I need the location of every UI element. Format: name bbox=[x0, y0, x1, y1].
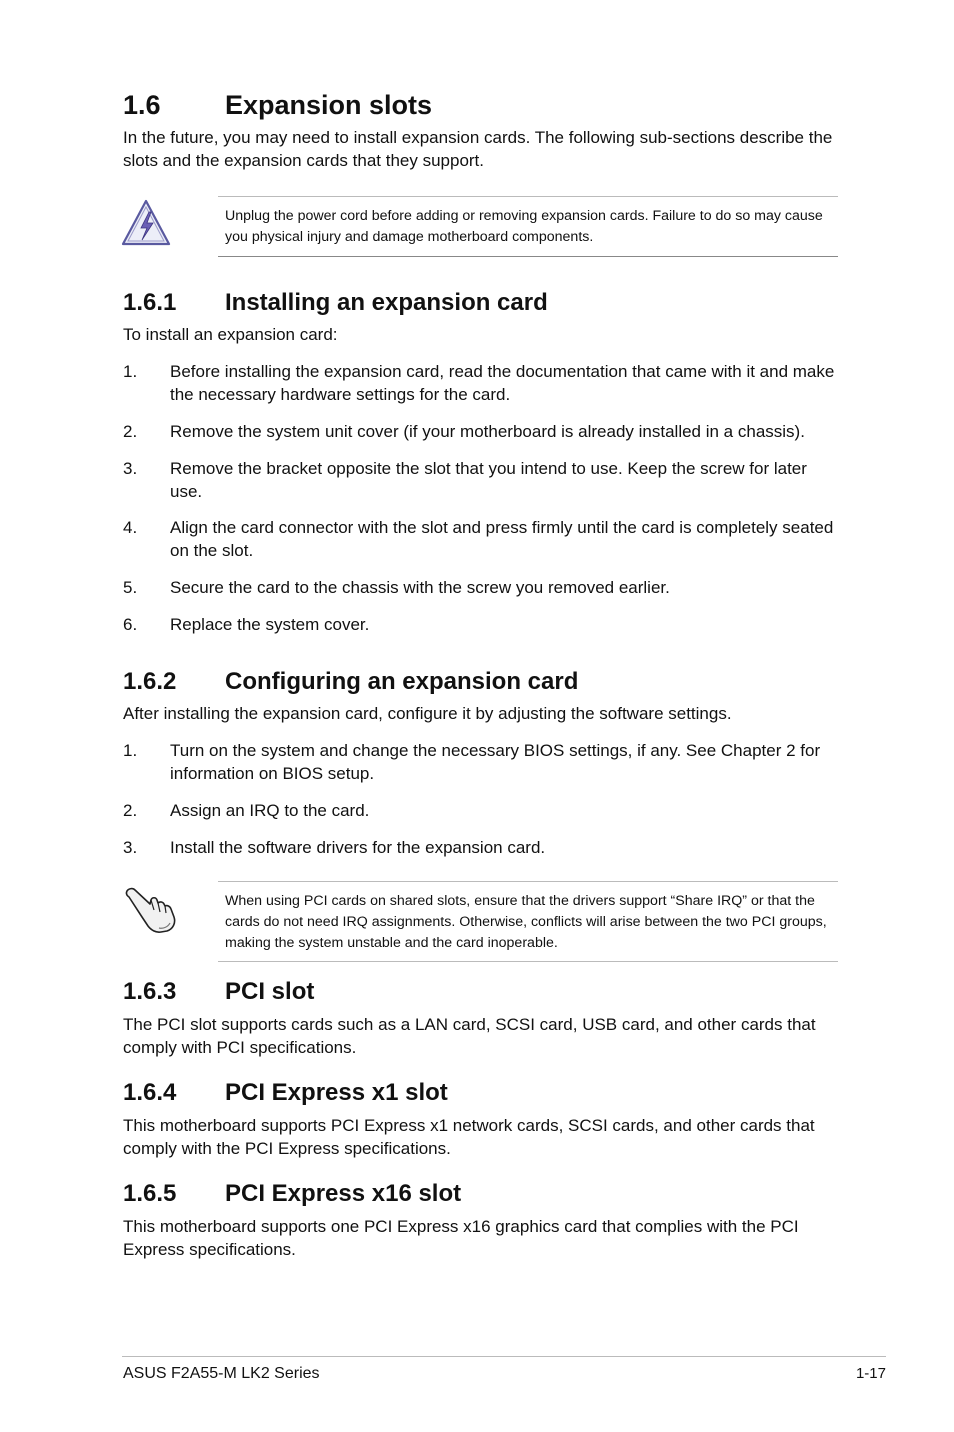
list-item-text: Assign an IRQ to the card. bbox=[170, 801, 370, 820]
list-item-number: 2. bbox=[123, 422, 138, 441]
warning-bottom-rule bbox=[218, 256, 838, 257]
section-body: This motherboard supports PCI Express x1 network cards, SCSI cards, and other cards that comply with the PCI Express specifications. bbox=[123, 1116, 815, 1158]
section-number: 1.6.2 bbox=[123, 668, 177, 695]
list-item-text: Install the software drivers for the expansion card. bbox=[170, 838, 546, 857]
list-item-text: Secure the card to the chassis with the screw you removed earlier. bbox=[170, 578, 670, 597]
section-title: Expansion slots bbox=[225, 90, 433, 120]
section-number: 1.6 bbox=[123, 90, 161, 120]
section-title: PCI Express x16 slot bbox=[225, 1180, 462, 1207]
section-number: 1.6.5 bbox=[123, 1180, 177, 1207]
section-body: This motherboard supports one PCI Express x16 graphics card that complies with the PCI Express specifications. bbox=[123, 1217, 799, 1259]
note-top-rule bbox=[218, 881, 838, 882]
section-title: PCI slot bbox=[225, 978, 315, 1005]
section-intro: In the future, you may need to install expansion cards. The following sub-sections describe the slots and the expansion cards that they support. bbox=[123, 128, 833, 170]
pointing-hand-icon bbox=[123, 882, 181, 934]
warning-text: Unplug the power cord before adding or removing expansion cards. Failure to do so may cause you physical injury and damage motherboard components. bbox=[225, 208, 823, 245]
list-item-text: Align the card connector with the slot and press firmly until the card is completely seated on the slot. bbox=[170, 518, 834, 560]
list-item-text: Turn on the system and change the necessary BIOS settings, if any. See Chapter 2 for information on BIOS setup. bbox=[170, 741, 821, 783]
list-item-text: Remove the bracket opposite the slot that you intend to use. Keep the screw for later use. bbox=[170, 459, 807, 501]
list-item-number: 3. bbox=[123, 838, 138, 857]
section-intro: After installing the expansion card, configure it by adjusting the software settings. bbox=[123, 704, 732, 723]
list-item-number: 5. bbox=[123, 578, 138, 597]
section-title: PCI Express x1 slot bbox=[225, 1079, 448, 1106]
note-bottom-rule bbox=[218, 961, 838, 962]
footer-product-name: ASUS F2A55-M LK2 Series bbox=[123, 1365, 320, 1382]
section-intro: To install an expansion card: bbox=[123, 325, 338, 344]
list-item-number: 4. bbox=[123, 518, 138, 537]
list-item-text: Remove the system unit cover (if your motherboard is already installed in a chassis). bbox=[170, 422, 805, 441]
list-item-text: Replace the system cover. bbox=[170, 615, 370, 634]
section-title: Configuring an expansion card bbox=[225, 668, 579, 695]
section-body: The PCI slot supports cards such as a LAN card, SCSI card, USB card, and other cards that comply with PCI specifications. bbox=[123, 1015, 816, 1057]
warning-top-rule bbox=[218, 196, 838, 197]
section-number: 1.6.3 bbox=[123, 978, 177, 1005]
page-number: 1-17 bbox=[855, 1365, 886, 1382]
section-title: Installing an expansion card bbox=[225, 289, 548, 316]
footer-rule bbox=[122, 1356, 886, 1357]
section-number: 1.6.4 bbox=[123, 1079, 177, 1106]
section-number: 1.6.1 bbox=[123, 289, 177, 316]
list-item-number: 1. bbox=[123, 741, 138, 760]
list-item-number: 1. bbox=[123, 362, 138, 381]
note-text: When using PCI cards on shared slots, ensure that the drivers support “Share IRQ” or that the cards do not need IRQ assignments. Otherwise, conflicts will arise between the two PCI groups, making the system unstable and the card inoperable. bbox=[225, 893, 827, 951]
warning-triangle-icon bbox=[120, 198, 172, 248]
list-item-number: 2. bbox=[123, 801, 138, 820]
list-item-number: 6. bbox=[123, 615, 138, 634]
list-item-number: 3. bbox=[123, 459, 138, 478]
list-item-text: Before installing the expansion card, read the documentation that came with it and make the necessary hardware settings for the card. bbox=[170, 362, 835, 404]
